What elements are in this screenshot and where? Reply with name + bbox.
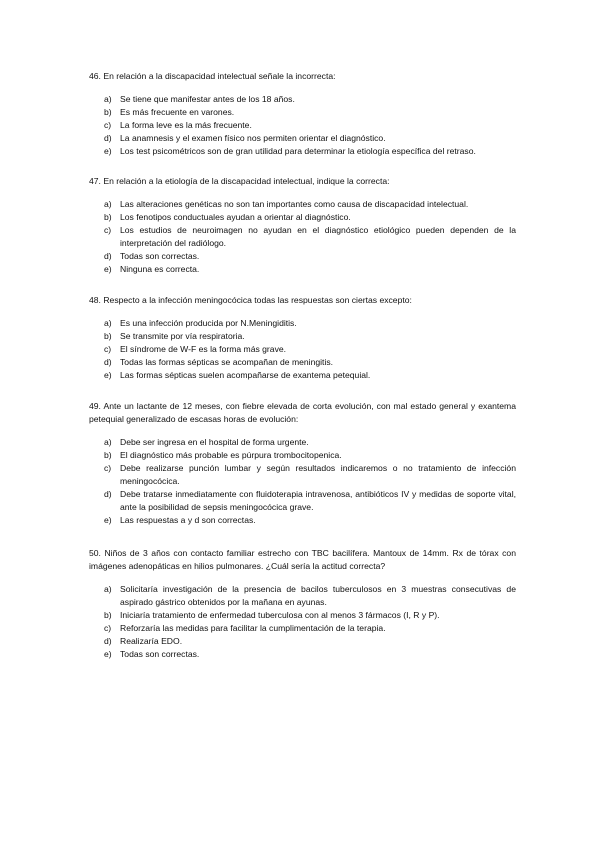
option-text: El síndrome de W-F es la forma más grave. <box>120 344 287 354</box>
option-list <box>89 436 516 527</box>
option-letter: c) <box>104 120 112 130</box>
option-item <box>89 635 516 648</box>
option-text: Es una infección producida por N.Meningiditis. <box>120 318 297 328</box>
option-item <box>89 514 516 527</box>
option-item <box>89 462 516 488</box>
option-text: Se transmite por vía respiratoria. <box>120 331 245 341</box>
option-item <box>89 436 516 449</box>
option-letter: d) <box>104 357 112 367</box>
option-list <box>89 583 516 661</box>
question-stem: 47. En relación a la etiología de la discapacidad intelectual, indique la correcta: <box>89 176 390 186</box>
option-text: Realizaría EDO. <box>120 636 183 646</box>
option-item <box>89 622 516 635</box>
option-letter: e) <box>104 264 112 274</box>
option-item <box>89 583 516 609</box>
question-49 <box>89 400 516 527</box>
option-text: Los fenotipos conductuales ayudan a orientar al diagnóstico. <box>120 212 351 222</box>
option-letter: e) <box>104 649 112 659</box>
option-text: Los test psicométricos son de gran utilidad para determinar la etiología específica del retraso. <box>120 146 476 156</box>
option-item <box>89 488 516 514</box>
option-letter: b) <box>104 212 112 222</box>
question-stem: 46. En relación a la discapacidad intelectual señale la incorrecta: <box>89 71 336 81</box>
option-text: Las alteraciones genéticas no son tan importantes como causa de discapacidad intelectual. <box>120 199 469 209</box>
option-letter: a) <box>104 199 112 209</box>
option-text: Las respuestas a y d son correctas. <box>120 515 256 525</box>
option-letter: d) <box>104 133 112 143</box>
option-letter: c) <box>104 344 112 354</box>
option-letter: a) <box>104 437 112 447</box>
option-text: Debe ser ingresa en el hospital de forma urgente. <box>120 437 309 447</box>
option-letter: d) <box>104 251 112 261</box>
option-text: Todas son correctas. <box>120 649 200 659</box>
option-text: Debe tratarse inmediatamente con fluidoterapia intravenosa, antibióticos IV y medidas de soporte vital, ante la posibilidad de sepsis meningocócica grave. <box>120 489 516 512</box>
question-47 <box>89 175 516 276</box>
option-letter: e) <box>104 146 112 156</box>
option-text: La anamnesis y el examen físico nos permiten orientar el diagnóstico. <box>120 133 386 143</box>
option-item <box>89 250 516 263</box>
option-text: Solicitaría investigación de la presencia de bacilos tuberculosos en 3 muestras consecutivas de aspirado gástrico obtenidos por la mañana en ayunas. <box>120 584 516 607</box>
option-item <box>89 343 516 356</box>
option-item <box>89 356 516 369</box>
option-letter: b) <box>104 610 112 620</box>
option-text: Todas son correctas. <box>120 251 200 261</box>
question-stem: 49. Ante un lactante de 12 meses, con fiebre elevada de corta evolución, con mal estado general y exantema petequial generalizado de escasas horas de evolución: <box>89 401 516 424</box>
option-text: Ninguna es correcta. <box>120 264 200 274</box>
option-text: Las formas sépticas suelen acompañarse de exantema petequial. <box>120 370 371 380</box>
option-letter: a) <box>104 318 112 328</box>
option-item <box>89 119 516 132</box>
option-item <box>89 317 516 330</box>
option-item <box>89 198 516 211</box>
option-item <box>89 369 516 382</box>
option-text: Los estudios de neuroimagen no ayudan en el diagnóstico etiológico pueden dependen de la interpretación del radiólogo. <box>120 225 516 248</box>
option-item <box>89 263 516 276</box>
option-letter: d) <box>104 489 112 499</box>
option-letter: e) <box>104 370 112 380</box>
question-50 <box>89 547 516 661</box>
option-text: Reforzaría las medidas para facilitar la cumplimentación de la terapia. <box>120 623 386 633</box>
option-letter: b) <box>104 450 112 460</box>
option-item <box>89 106 516 119</box>
question-stem: 50. Niños de 3 años con contacto familiar estrecho con TBC bacilífera. Mantoux de 14mm. Rx de tórax con imágenes adenopáticas en hilios pulmonares. ¿Cuál sería la actitud correcta? <box>89 548 516 571</box>
question-stem: 48. Respecto a la infección meningocócica todas las respuestas son ciertas excepto: <box>89 295 412 305</box>
option-text: Se tiene que manifestar antes de los 18 años. <box>120 94 295 104</box>
option-item <box>89 145 516 158</box>
option-text: Todas las formas sépticas se acompañan de meningitis. <box>120 357 334 367</box>
option-letter: c) <box>104 463 112 473</box>
option-item <box>89 449 516 462</box>
option-text: Debe realizarse punción lumbar y según resultados indicaremos o no tratamiento de infección meningocócica. <box>120 463 516 486</box>
option-text: Es más frecuente en varones. <box>120 107 235 117</box>
option-item <box>89 609 516 622</box>
option-letter: b) <box>104 331 112 341</box>
option-item <box>89 330 516 343</box>
option-list <box>89 93 516 158</box>
option-letter: c) <box>104 623 112 633</box>
option-item <box>89 93 516 106</box>
option-letter: b) <box>104 107 112 117</box>
option-item <box>89 648 516 661</box>
option-list <box>89 317 516 382</box>
option-item <box>89 211 516 224</box>
option-letter: a) <box>104 94 112 104</box>
option-text: La forma leve es la más frecuente. <box>120 120 252 130</box>
question-46 <box>89 70 516 158</box>
option-text: El diagnóstico más probable es púrpura trombocitopenica. <box>120 450 342 460</box>
option-letter: e) <box>104 515 112 525</box>
question-48 <box>89 294 516 382</box>
option-letter: c) <box>104 225 112 235</box>
option-letter: d) <box>104 636 112 646</box>
option-text: Iniciaría tratamiento de enfermedad tuberculosa con al menos 3 fármacos (I, R y P). <box>120 610 440 620</box>
option-item <box>89 132 516 145</box>
option-letter: a) <box>104 584 112 594</box>
option-item <box>89 224 516 250</box>
option-list <box>89 198 516 276</box>
